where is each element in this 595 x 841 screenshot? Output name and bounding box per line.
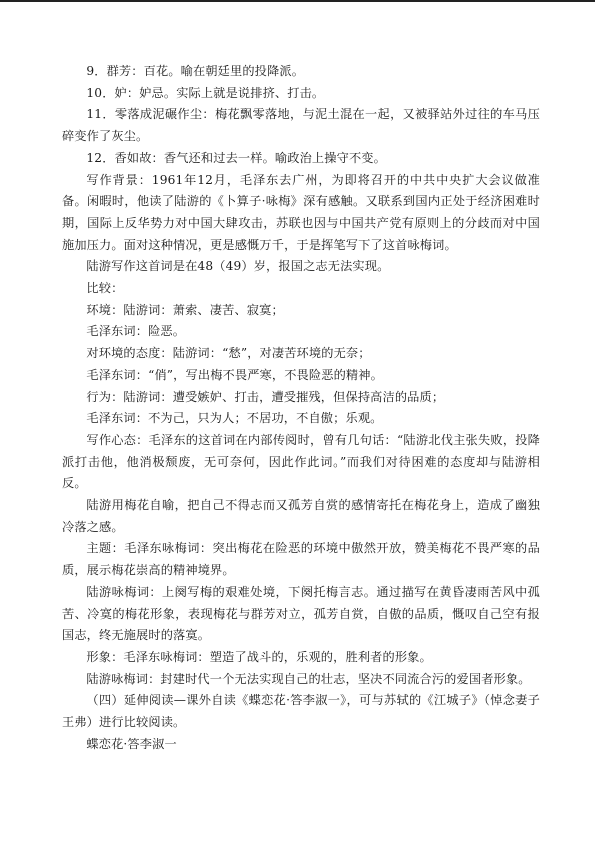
environment-lu-you: 环境：陆游词：萧索、凄苦、寂寞； xyxy=(86,302,284,317)
lu-you-age-note: 陆游写作这首词是在48（49）岁，报国之志无法实现。 xyxy=(86,259,390,274)
document-body xyxy=(62,61,540,756)
note-10: 10．妒：妒忌。实际上就是说排挤、打击。 xyxy=(86,85,325,100)
writing-mindset: 写作心态：毛泽东的这首词在内部传阅时，曾有几句话：“陆游北伐主张失败，投降派打击他，他消极颓废，无可奈何，因此作此词。”而我们对待困难的态度却与陆游相反。 xyxy=(62,432,540,491)
attitude-lu-you: 对环境的态度：陆游词：“愁”，对凄苦环境的无奈； xyxy=(86,346,371,361)
theme-lu-you: 陆游咏梅词：上阕写梅的艰难处境，下阕托梅言志。通过描写在黄昏凄雨苦风中孤苦、冷寞的梅花形象，表现梅花与群芳对立，孤芳自赏，自傲的品质，慨叹自己空有报国志，终无施展时的落寞。 xyxy=(62,584,540,643)
image-lu-you: 陆游咏梅词：封建时代一个无法实现自己的壮志，坚决不同流合污的爱国者形象。 xyxy=(86,671,531,686)
image-mao: 形象：毛泽东咏梅词：塑造了战斗的，乐观的，胜利者的形象。 xyxy=(86,649,432,664)
poem-title: 蝶恋花·答李淑一 xyxy=(86,736,177,751)
environment-mao: 毛泽东词：险恶。 xyxy=(86,324,186,339)
lu-you-self-metaphor: 陆游用梅花自喻，把自己不得志而又孤芳自赏的感情寄托在梅花身上，造成了幽独冷落之感。 xyxy=(62,498,540,534)
note-12: 12．香如故：香气还和过去一样。喻政治上操守不变。 xyxy=(86,150,386,165)
writing-background: 写作背景：1961年12月，毛泽东去广州，为即将召开的中共中央扩大会议做准备。闲暇时，他读了陆游的《卜算子·咏梅》深有感触。又联系到国内正处于经济困难时期，国际上反华势力对中国大肆攻击，苏联也因与中国共产党有原则上的分歧而对中国施加压力。面对这种情况，更是感慨万千，于是挥笔写下了这首咏梅词。 xyxy=(62,172,540,252)
top-border-line xyxy=(0,0,595,2)
attitude-mao: 毛泽东词：“俏”，写出梅不畏严寒，不畏险恶的精神。 xyxy=(86,367,383,382)
note-11: 11．零落成泥碾作尘：梅花飘零落地，与泥土混在一起，又被驿站外过往的车马压碎变作了灰尘。 xyxy=(62,107,540,144)
extended-reading: （四）延伸阅读—课外自读《蝶恋花·答李淑一》，可与苏轼的《江城子》（悼念妻子王弗）进行比较阅读。 xyxy=(62,693,540,730)
note-9: 9．群芳：百花。喻在朝廷里的投降派。 xyxy=(86,64,305,78)
theme-mao: 主题：毛泽东咏梅词：突出梅花在险恶的环境中傲然开放，赞美梅花不畏严寒的品质，展示梅花崇高的精神境界。 xyxy=(62,541,540,578)
comparison-heading: 比较： xyxy=(86,281,124,296)
behavior-mao: 毛泽东词：不为己，只为人；不居功，不自傲；乐观。 xyxy=(86,411,383,426)
behavior-lu-you: 行为：陆游词：遭受嫉妒、打击，遭受摧残，但保持高洁的品质； xyxy=(86,389,445,404)
